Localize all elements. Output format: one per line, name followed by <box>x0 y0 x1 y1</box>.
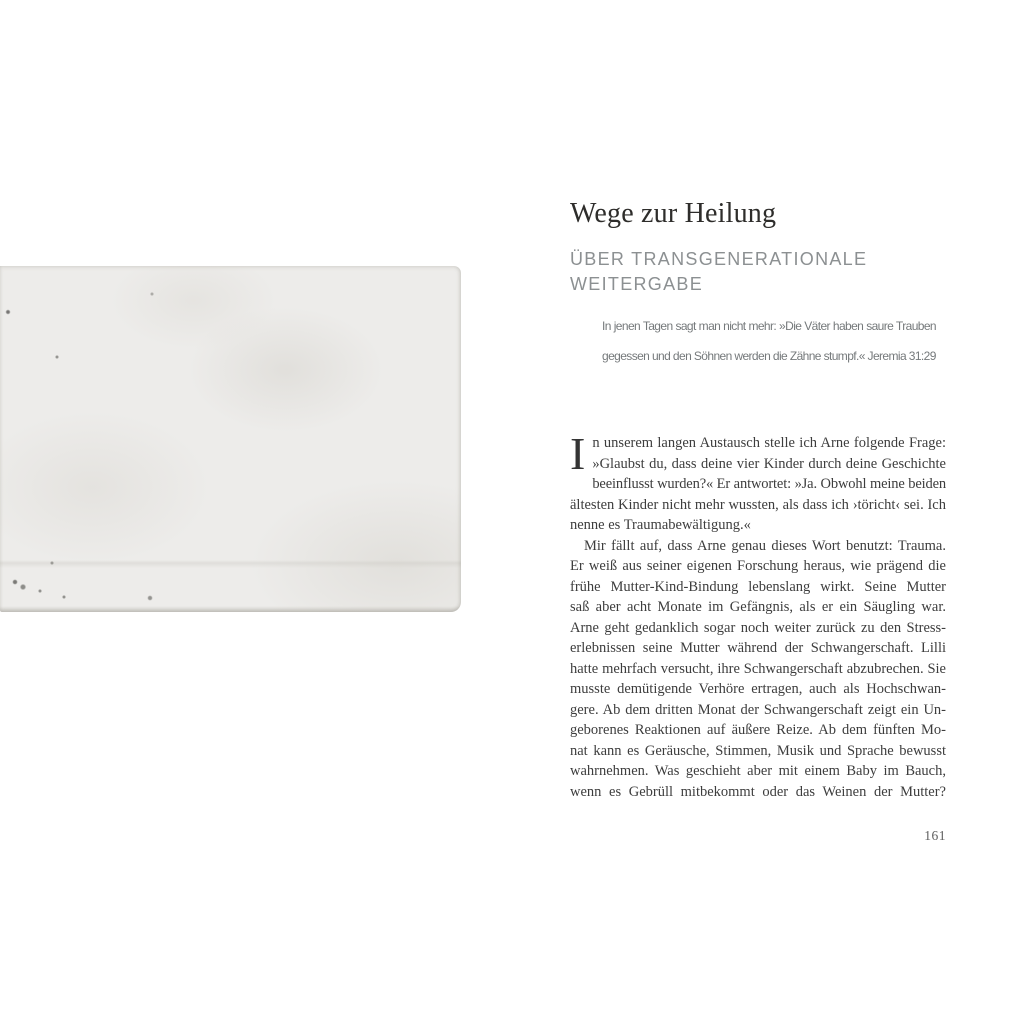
text-line: n unserem langen Austausch stelle ich Arne folgende Frage: <box>592 435 946 451</box>
text-line: hatte mehrfach versucht, ihre Schwangerschaft abzubrechen. Sie <box>570 660 946 677</box>
blank-photo-back <box>0 266 461 612</box>
text-line: nenne es Traumabewältigung.« <box>570 517 751 533</box>
text-line: geborenes Reaktionen auf äußere Reize. Ab dem fünften Mo- <box>570 722 946 738</box>
text-line: musste demütigende Verhöre ertragen, auch als Hochschwan- <box>570 681 946 697</box>
text-line: frühe Mutter-Kind-Bindung lebenslang wirkt. Seine Mutter <box>570 578 946 595</box>
page-number: 161 <box>924 828 946 843</box>
text-line: beeinflusst wurden?« Er antwortet: »Ja. Obwohl meine beiden <box>592 476 946 492</box>
text-line: gegessen und den Söhnen werden die Zähne stumpf.« Jeremia 31:29 <box>602 349 936 363</box>
chapter-subtitle: ÜBER TRANSGENERATIONALE WEITERGABE <box>570 249 868 294</box>
text-line: Mir fällt auf, dass Arne genau dieses Wort benutzt: Trauma. <box>584 537 946 554</box>
text-line: In jenen Tagen sagt man nicht mehr: »Die Väter haben saure Trauben <box>602 319 936 333</box>
text-line: Arne geht gedanklich sogar noch weiter zurück zu den Stress- <box>570 619 946 636</box>
text-line: »Glaubst du, dass deine vier Kinder durch deine Geschichte <box>592 455 946 472</box>
epigraph-quote <box>602 311 936 371</box>
drop-cap: I <box>570 428 586 479</box>
chapter-title: Wege zur Heilung <box>570 198 777 229</box>
text-column <box>570 0 946 844</box>
paragraph-1 <box>570 428 946 536</box>
text-line: wenn es Gebrüll mitbekommt oder das Weinen der Mutter? <box>570 783 946 800</box>
text-line: ältesten Kinder nicht mehr wussten, als dass ich ›töricht‹ sei. Ich <box>570 496 946 513</box>
text-line: wahrnehmen. Was geschieht aber mit einem Baby im Bauch, <box>570 763 946 779</box>
text-line: nat kann es Geräusche, Stimmen, Musik und Sprache bewusst <box>570 742 946 759</box>
paragraph-1-lines <box>570 428 946 536</box>
text-line: gere. Ab dem dritten Monat der Schwangerschaft zeigt ein Un- <box>570 701 946 718</box>
text-line: saß aber acht Monate im Gefängnis, als er ein Säugling war. <box>570 599 946 615</box>
text-line: erlebnissen seine Mutter während der Schwangerschaft. Lilli <box>570 640 946 656</box>
paragraph-2 <box>570 536 946 803</box>
body-text <box>570 428 946 802</box>
text-line: Er weiß aus seiner eigenen Forschung heraus, wie prägend die <box>570 558 946 574</box>
